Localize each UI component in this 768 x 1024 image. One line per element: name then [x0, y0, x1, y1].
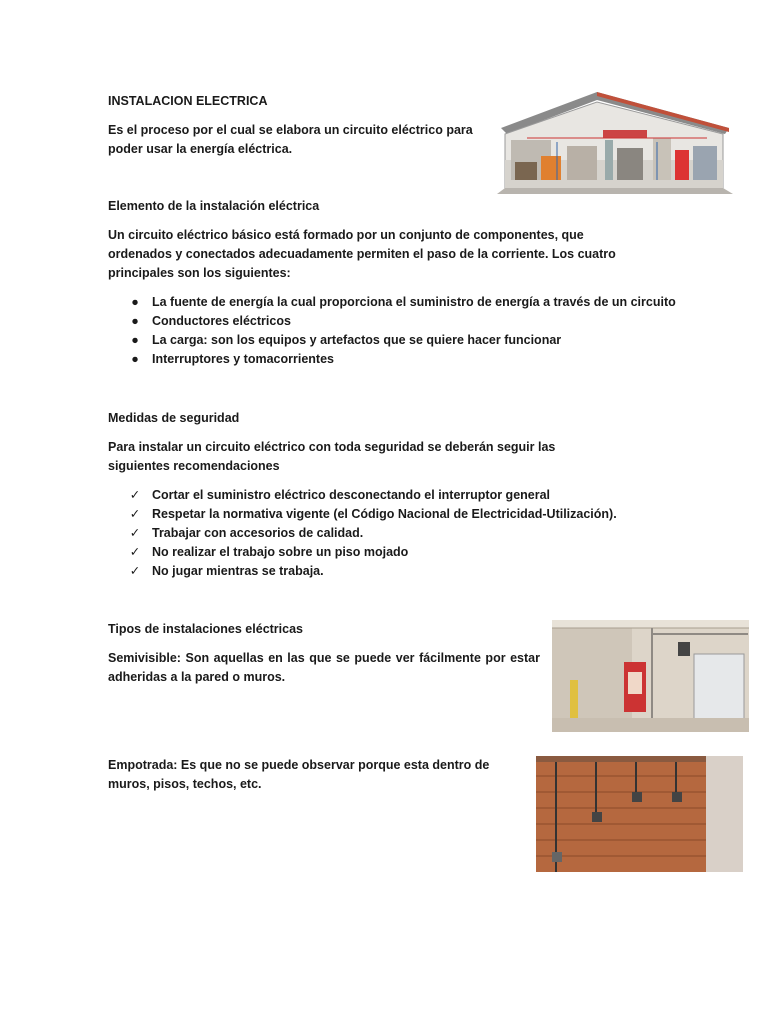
- list-item: ✓ No jugar mientras se trabaja.: [128, 562, 617, 581]
- title-instalacion-electrica: INSTALACION ELECTRICA: [108, 94, 268, 108]
- list-item: ✓ Trabajar con accesorios de calidad.: [128, 524, 617, 543]
- bullet-dot-icon: ●: [131, 314, 139, 328]
- components-list: [128, 293, 676, 369]
- intro-paragraph: Es el proceso por el cual se elabora un circuito eléctrico para poder usar la energía eléctrica.: [108, 123, 473, 156]
- list-item: ✓ Cortar el suministro eléctrico desconectando el interruptor general: [128, 486, 617, 505]
- empotrada-installation-photo: [536, 756, 743, 872]
- list-item: ● La fuente de energía la cual proporciona el suministro de energía a través de un circuito: [128, 293, 676, 312]
- seguridad-paragraph: Para instalar un circuito eléctrico con toda seguridad se deberán seguir las siguientes recomendaciones: [108, 440, 556, 473]
- list-item: ● Interruptores y tomacorrientes: [128, 350, 676, 369]
- semivisible-installation-photo: [552, 620, 749, 732]
- semivisible-paragraph: Semivisible: Son aquellas en las que se puede ver fácilmente por estar adheridas a la pared o muros.: [108, 651, 540, 684]
- heading-elemento: Elemento de la instalación eléctrica: [108, 199, 320, 213]
- list-item: ● La carga: son los equipos y artefactos que se quiere hacer funcionar: [128, 331, 676, 350]
- bullet-dot-icon: ●: [131, 333, 139, 347]
- checkmark-icon: ✓: [129, 526, 141, 540]
- checkmark-icon: ✓: [129, 507, 141, 521]
- heading-medidas-seguridad: Medidas de seguridad: [108, 411, 240, 425]
- house-electrical-illustration: [497, 90, 733, 196]
- list-item: ● Conductores eléctricos: [128, 312, 676, 331]
- heading-tipos-instalaciones: Tipos de instalaciones eléctricas: [108, 622, 303, 636]
- empotrada-paragraph: Empotrada: Es que no se puede observar porque esta dentro de muros, pisos, techos, etc.: [108, 758, 490, 791]
- list-item: ✓ Respetar la normativa vigente (el Código Nacional de Electricidad-Utilización).: [128, 505, 617, 524]
- bullet-dot-icon: ●: [131, 295, 139, 309]
- elemento-paragraph: Un circuito eléctrico básico está formado por un conjunto de componentes, que ordenados y conectados adecuadamente permiten el paso de la corriente. Los cuatro principales son los siguientes:: [108, 228, 616, 280]
- checkmark-icon: ✓: [129, 488, 141, 502]
- bullet-dot-icon: ●: [131, 352, 139, 366]
- safety-list: [128, 486, 617, 581]
- list-item: ✓ No realizar el trabajo sobre un piso mojado: [128, 543, 617, 562]
- checkmark-icon: ✓: [129, 545, 141, 559]
- checkmark-icon: ✓: [129, 564, 141, 578]
